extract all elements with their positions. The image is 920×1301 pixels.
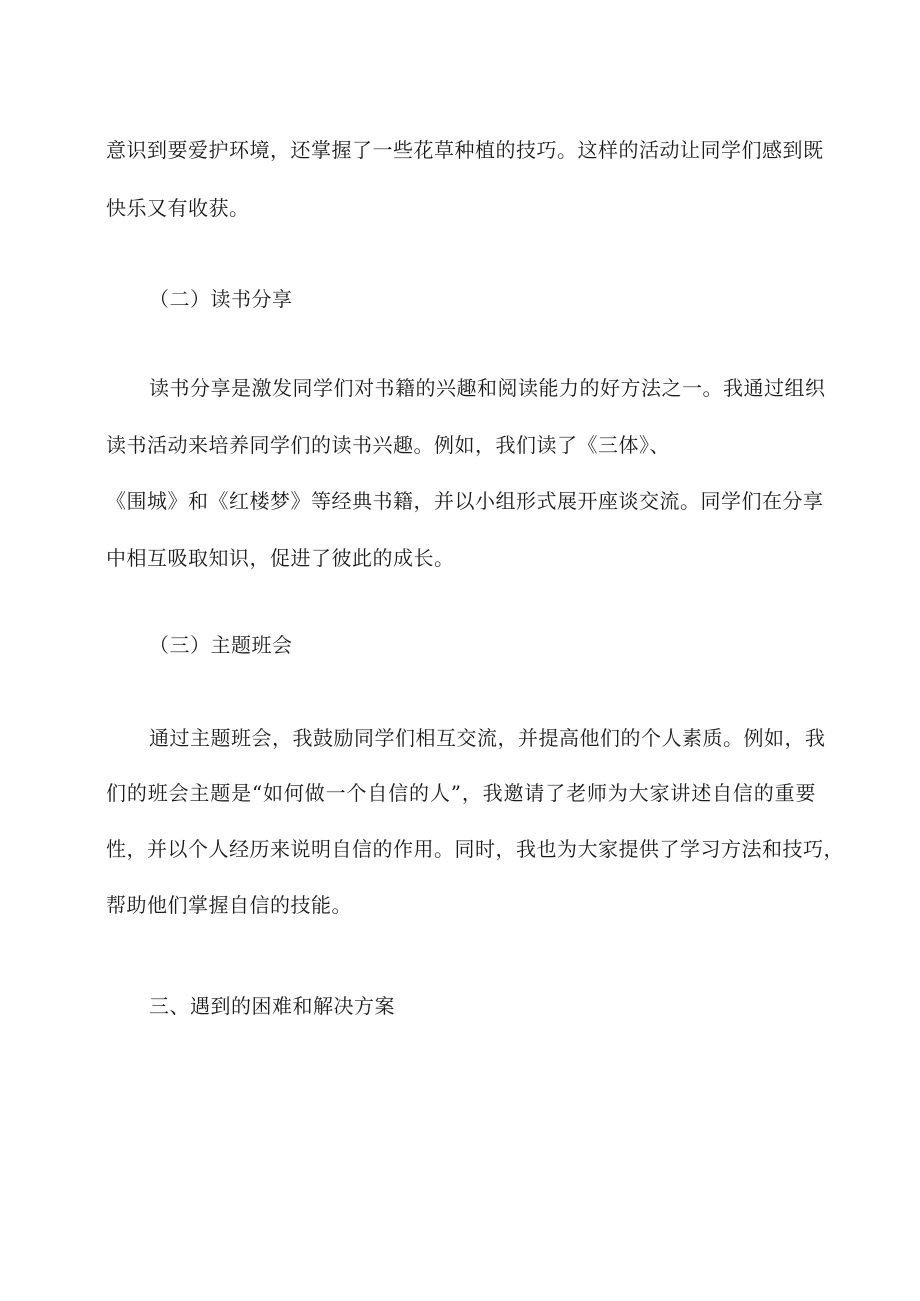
paragraph-line: 性，并以个人经历来说明自信的作用。同时，我也为大家提供了学习方法和技巧，	[106, 837, 844, 861]
paragraph-line: 们的班会主题是“如何做一个自信的人”，我邀请了老师为大家讲述自信的重要	[106, 781, 816, 805]
paragraph-line: 中相互吸取知识，促进了彼此的成长。	[106, 546, 455, 570]
section-title: 三、遇到的困难和解决方案	[149, 994, 395, 1018]
section-heading: （三）主题班会	[149, 633, 293, 657]
paragraph-line: 快乐又有收获。	[106, 196, 250, 220]
paragraph-line: 通过主题班会，我鼓励同学们相互交流，并提高他们的个人素质。例如，我	[149, 726, 826, 750]
paragraph-line: 《围城》和《红楼梦》等经典书籍，并以小组形式展开座谈交流。同学们在分享	[106, 489, 824, 513]
paragraph-line: 读书分享是激发同学们对书籍的兴趣和阅读能力的好方法之一。我通过组织	[149, 376, 826, 400]
paragraph-line: 意识到要爱护环境，还掌握了一些花草种植的技巧。这样的活动让同学们感到既	[106, 138, 824, 162]
paragraph-line: 帮助他们掌握自信的技能。	[106, 893, 352, 917]
section-heading: （二）读书分享	[149, 287, 293, 311]
paragraph-line: 读书活动来培养同学们的读书兴趣。例如，我们读了《三体》、	[106, 433, 670, 457]
